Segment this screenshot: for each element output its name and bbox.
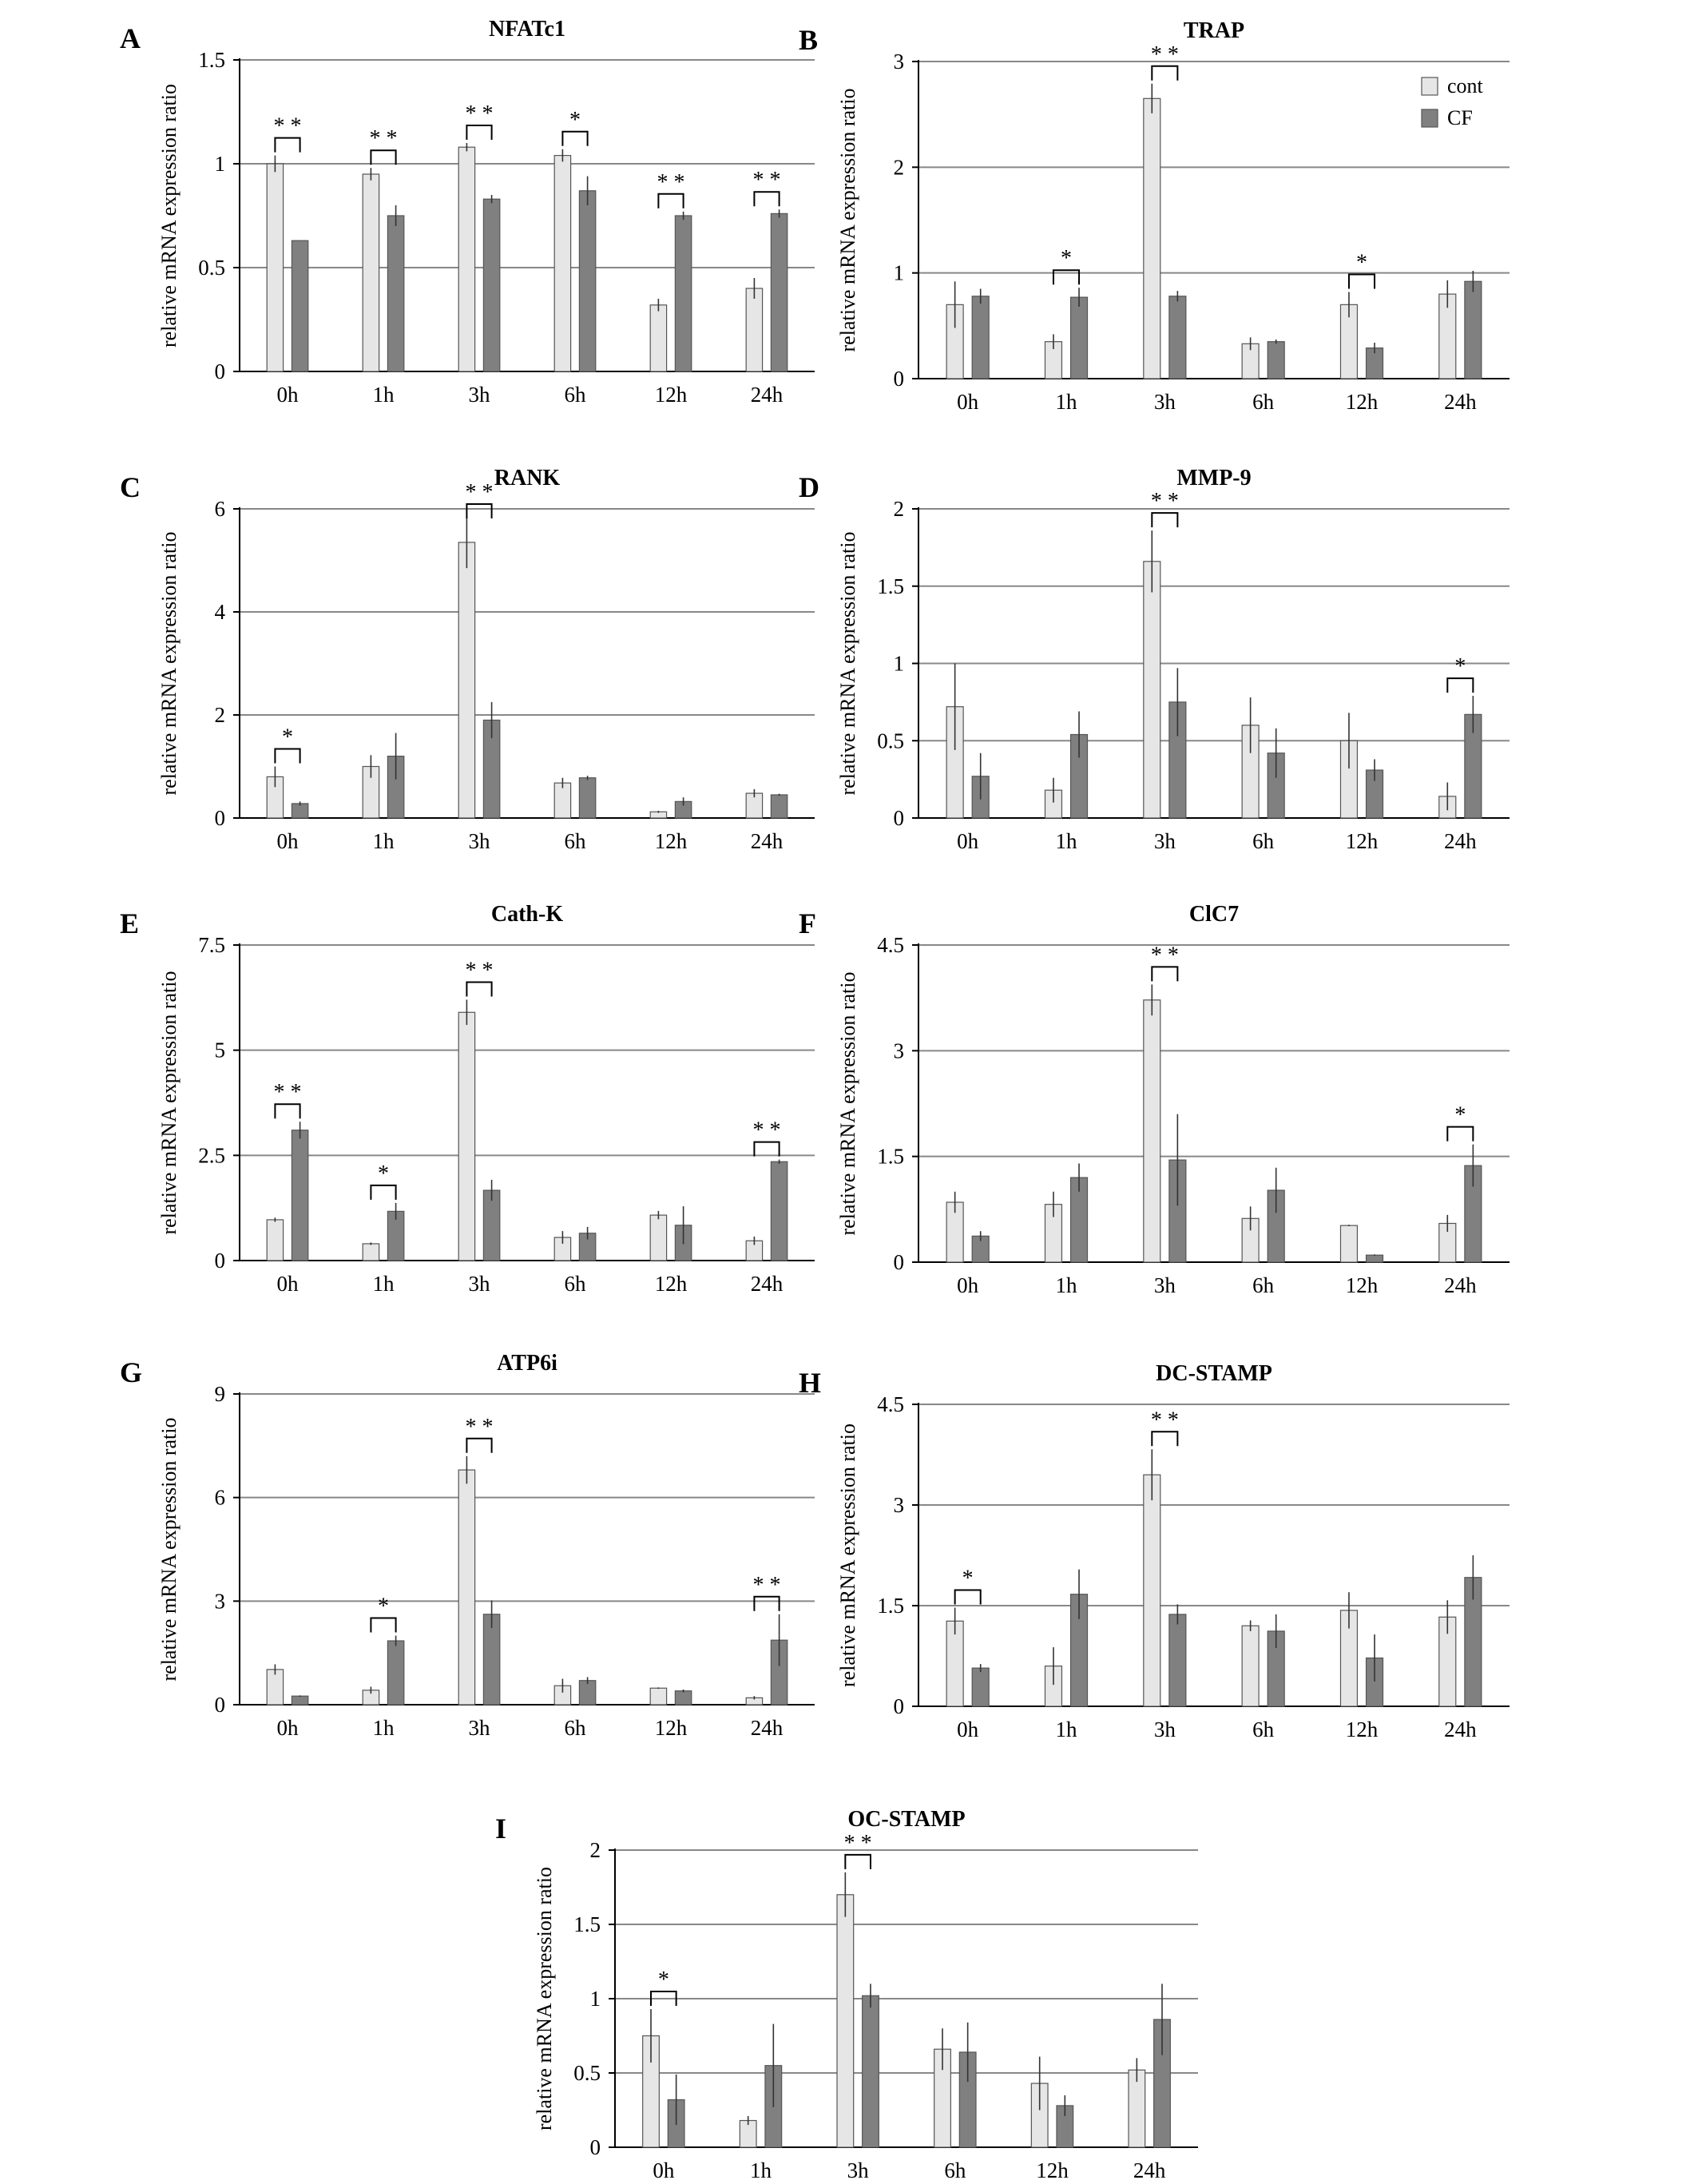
chart-title: MMP-9 <box>1176 466 1252 490</box>
bar-cont <box>1144 98 1160 379</box>
x-tick-label: 12h <box>654 383 688 407</box>
significance-label: * <box>378 1594 389 1619</box>
y-tick-label: 0.5 <box>198 256 225 280</box>
x-tick-label: 12h <box>1345 829 1379 853</box>
significance-bracket <box>1349 274 1375 288</box>
bar-cf <box>579 778 595 818</box>
x-tick-label: 3h <box>468 1716 490 1740</box>
x-tick-label: 12h <box>1345 1273 1379 1297</box>
x-tick-label: 12h <box>1036 2158 1069 2182</box>
chart-title: Cath-K <box>490 902 564 927</box>
bar-cont <box>1144 562 1160 818</box>
significance-bracket <box>1152 1432 1177 1446</box>
significance-bracket <box>1152 513 1177 527</box>
bar-cf <box>579 1681 595 1705</box>
significance-label: * * <box>369 126 398 152</box>
bar-cf <box>1071 297 1088 379</box>
bar-cont <box>267 1670 283 1705</box>
significance-label: * <box>1356 250 1367 276</box>
y-tick-label: 6 <box>214 497 225 521</box>
y-tick-label: 1.5 <box>877 1144 904 1169</box>
x-tick-label: 1h <box>750 2158 772 2182</box>
y-tick-label: 3 <box>893 50 904 73</box>
significance-bracket <box>658 194 683 208</box>
bar-cf <box>387 1641 403 1705</box>
y-tick-label: 0 <box>893 1694 904 1718</box>
panel-c <box>120 466 815 853</box>
bar-cf <box>1169 296 1186 379</box>
x-tick-label: 1h <box>372 829 395 853</box>
significance-bracket <box>371 1618 395 1633</box>
panel-i <box>495 1807 1198 2182</box>
significance-label: * * <box>752 1118 781 1143</box>
x-tick-label: 24h <box>750 829 784 853</box>
y-axis-label: relative mRNA expression ratio <box>836 531 859 796</box>
y-tick-label: 1 <box>589 1987 601 2011</box>
chart-title: NFATc1 <box>489 17 565 42</box>
bar-cf <box>483 199 499 371</box>
chart-title: RANK <box>494 466 561 490</box>
significance-label: * * <box>843 1830 872 1856</box>
significance-label: * <box>378 1161 389 1186</box>
x-tick-label: 6h <box>944 2158 966 2182</box>
y-axis-label: relative mRNA expression ratio <box>157 531 181 796</box>
significance-label: * * <box>1150 943 1179 968</box>
x-tick-label: 0h <box>276 383 299 407</box>
y-tick-label: 1 <box>893 651 904 676</box>
bar-cf <box>972 1668 989 1706</box>
x-tick-label: 12h <box>1345 1717 1379 1741</box>
panel-letter: C <box>120 471 141 503</box>
x-tick-label: 6h <box>564 1272 586 1296</box>
panel-letter: D <box>799 471 819 503</box>
x-tick-label: 24h <box>1444 1273 1477 1297</box>
bar-cf <box>1367 1255 1383 1262</box>
x-tick-label: 0h <box>957 390 979 414</box>
y-tick-label: 4.5 <box>877 1392 904 1416</box>
bar-cont <box>554 156 570 371</box>
x-tick-label: 3h <box>468 1272 490 1296</box>
x-tick-label: 1h <box>372 1272 395 1296</box>
y-tick-label: 5 <box>214 1038 225 1062</box>
x-tick-label: 24h <box>1444 1717 1477 1741</box>
chart-title: ATP6i <box>497 1351 557 1376</box>
bar-cf <box>771 1161 787 1261</box>
panel-letter: A <box>120 22 141 54</box>
significance-bracket <box>371 150 395 165</box>
bar-cf <box>292 1696 307 1705</box>
x-tick-label: 1h <box>1055 1273 1077 1297</box>
significance-label: * <box>657 1968 669 1993</box>
chart-title: ClC7 <box>1188 902 1240 927</box>
significance-label: * * <box>273 1080 302 1106</box>
panel-a <box>120 17 815 407</box>
y-tick-label: 2 <box>214 703 225 727</box>
x-tick-label: 12h <box>654 829 688 853</box>
significance-label: * <box>1061 246 1072 272</box>
bar-cont <box>267 164 283 371</box>
x-tick-label: 1h <box>372 383 395 407</box>
bar-cont <box>458 1012 474 1261</box>
significance-label: * <box>1454 654 1466 680</box>
y-tick-label: 2 <box>893 497 904 521</box>
y-tick-label: 6 <box>214 1485 225 1510</box>
bar-cf <box>675 1691 691 1705</box>
y-tick-label: 9 <box>214 1382 225 1406</box>
significance-bracket <box>754 192 779 206</box>
bar-cf <box>292 240 307 371</box>
y-tick-label: 4 <box>214 600 225 624</box>
chart-title: DC-STAMP <box>1156 1361 1272 1386</box>
y-tick-label: 0 <box>893 806 904 830</box>
bar-cf <box>483 1190 499 1261</box>
bar-cont <box>458 147 474 371</box>
bar-cf <box>675 216 691 371</box>
y-tick-label: 2 <box>893 155 904 180</box>
bar-cont <box>1340 1225 1357 1262</box>
y-tick-label: 0 <box>214 1693 225 1717</box>
bar-cont <box>1144 1000 1160 1262</box>
significance-label: * * <box>752 1572 781 1598</box>
x-tick-label: 6h <box>564 1716 586 1740</box>
panel-letter: G <box>120 1356 143 1388</box>
y-tick-label: 0 <box>214 806 225 830</box>
bar-cont <box>1144 1475 1160 1706</box>
x-tick-label: 3h <box>847 2158 869 2182</box>
significance-bracket <box>466 982 491 996</box>
significance-label: * <box>569 107 581 133</box>
significance-bracket <box>754 1142 779 1157</box>
significance-bracket <box>1152 967 1177 981</box>
y-tick-label: 0 <box>893 367 904 391</box>
x-tick-label: 3h <box>468 383 490 407</box>
bar-cont <box>1242 1626 1259 1706</box>
panel-g <box>120 1351 815 1740</box>
significance-bracket <box>955 1590 981 1605</box>
x-tick-label: 0h <box>276 1272 299 1296</box>
bar-cont <box>554 783 570 818</box>
y-tick-label: 1.5 <box>877 574 904 598</box>
x-tick-label: 6h <box>1252 1273 1275 1297</box>
x-tick-label: 0h <box>276 1716 299 1740</box>
y-tick-label: 0 <box>214 1249 225 1273</box>
x-tick-label: 1h <box>372 1716 395 1740</box>
x-tick-label: 6h <box>564 383 586 407</box>
significance-bracket <box>275 1104 300 1118</box>
significance-label: * * <box>465 1414 494 1439</box>
significance-label: * * <box>752 168 781 193</box>
y-tick-label: 1.5 <box>573 1912 601 1936</box>
panel-b <box>799 18 1510 414</box>
x-tick-label: 1h <box>1055 1717 1077 1741</box>
significance-bracket <box>845 1855 871 1869</box>
bar-cf <box>387 216 403 371</box>
significance-label: * * <box>657 169 685 195</box>
y-tick-label: 3 <box>214 1589 225 1614</box>
significance-label: * * <box>465 101 494 126</box>
y-tick-label: 7.5 <box>198 933 225 957</box>
significance-label: * <box>962 1566 974 1591</box>
x-tick-label: 3h <box>468 829 490 853</box>
bar-cont <box>746 288 762 371</box>
y-axis-label: relative mRNA expression ratio <box>157 84 181 347</box>
y-axis-label: relative mRNA expression ratio <box>157 971 181 1235</box>
bar-cont <box>650 305 666 371</box>
bar-cont <box>458 542 474 818</box>
significance-label: * <box>282 725 293 750</box>
x-tick-label: 6h <box>1252 390 1275 414</box>
bar-cf <box>1268 342 1284 379</box>
x-tick-label: 0h <box>957 829 979 853</box>
significance-label: * * <box>273 113 302 139</box>
x-tick-label: 3h <box>1153 1717 1176 1741</box>
y-tick-label: 0 <box>893 1250 904 1274</box>
significance-bracket <box>1152 66 1177 81</box>
x-tick-label: 6h <box>564 829 586 853</box>
x-tick-label: 24h <box>1444 829 1477 853</box>
significance-label: * * <box>1150 42 1179 67</box>
y-tick-label: 0.5 <box>573 2061 601 2085</box>
y-axis-label: relative mRNA expression ratio <box>836 1424 859 1687</box>
bar-cont <box>458 1470 474 1705</box>
panel-letter: E <box>120 907 140 939</box>
panel-letter: I <box>495 1813 507 1844</box>
panel-letter: H <box>799 1367 822 1399</box>
bar-cont <box>650 1215 666 1261</box>
significance-bracket <box>562 132 587 146</box>
significance-bracket <box>754 1597 779 1611</box>
panel-f <box>799 902 1510 1297</box>
bar-cf <box>292 1130 307 1261</box>
legend-label: CF <box>1447 106 1473 129</box>
bar-cf <box>972 296 989 379</box>
significance-bracket <box>466 504 491 518</box>
x-tick-label: 1h <box>1055 829 1077 853</box>
x-tick-label: 3h <box>1153 829 1176 853</box>
x-tick-label: 0h <box>276 829 299 853</box>
y-tick-label: 1.5 <box>877 1594 904 1618</box>
significance-label: * * <box>465 480 494 505</box>
legend-label: cont <box>1447 74 1483 97</box>
x-tick-label: 0h <box>957 1273 979 1297</box>
significance-bracket <box>466 125 491 140</box>
panel-letter: B <box>799 24 819 56</box>
x-tick-label: 0h <box>653 2158 675 2182</box>
significance-bracket <box>1447 678 1473 693</box>
bar-cf <box>1169 1614 1186 1706</box>
x-tick-label: 12h <box>654 1272 688 1296</box>
significance-bracket <box>275 138 300 153</box>
x-tick-label: 1h <box>1055 390 1077 414</box>
y-axis-label: relative mRNA expression ratio <box>836 971 859 1236</box>
significance-label: * * <box>1150 489 1179 514</box>
legend-swatch <box>1422 109 1438 127</box>
y-tick-label: 1 <box>893 260 904 285</box>
bar-cont <box>267 1220 283 1261</box>
x-tick-label: 24h <box>1444 390 1477 414</box>
y-axis-label: relative mRNA expression ratio <box>157 1417 181 1682</box>
significance-label: * * <box>465 958 494 983</box>
y-tick-label: 2 <box>589 1838 601 1862</box>
x-tick-label: 24h <box>750 1716 784 1740</box>
bar-cf <box>863 1995 879 2147</box>
y-tick-label: 2.5 <box>198 1143 225 1168</box>
y-tick-label: 0.5 <box>877 729 904 753</box>
x-tick-label: 12h <box>654 1716 688 1740</box>
y-tick-label: 0 <box>214 359 225 383</box>
bar-cf <box>771 213 787 371</box>
y-tick-label: 3 <box>893 1038 904 1063</box>
x-tick-label: 24h <box>750 383 784 407</box>
x-tick-label: 12h <box>1345 390 1379 414</box>
legend-swatch <box>1422 77 1438 95</box>
panel-e <box>120 902 815 1296</box>
bar-cf <box>771 795 787 818</box>
x-tick-label: 3h <box>1153 1273 1176 1297</box>
significance-bracket <box>1447 1127 1473 1142</box>
panel-h <box>799 1361 1510 1741</box>
y-tick-label: 1 <box>214 152 225 176</box>
chart-title: TRAP <box>1183 18 1245 43</box>
significance-label: * <box>1454 1102 1466 1128</box>
bar-cf <box>292 804 307 818</box>
bar-cont <box>650 1688 666 1705</box>
bar-cont <box>363 174 379 371</box>
significance-label: * * <box>1150 1408 1179 1433</box>
x-tick-label: 6h <box>1252 829 1275 853</box>
bar-cont <box>837 1895 854 2147</box>
significance-bracket <box>466 1439 491 1453</box>
chart-title: OC-STAMP <box>847 1807 966 1832</box>
y-axis-label: relative mRNA expression ratio <box>533 1867 556 2130</box>
y-tick-label: 0 <box>589 2135 601 2159</box>
bar-cf <box>579 191 595 371</box>
panel-d <box>799 466 1510 853</box>
y-axis-label: relative mRNA expression ratio <box>836 88 859 352</box>
x-tick-label: 6h <box>1252 1717 1275 1741</box>
y-tick-label: 1.5 <box>198 48 225 72</box>
y-tick-label: 4.5 <box>877 933 904 957</box>
x-tick-label: 24h <box>750 1272 784 1296</box>
x-tick-label: 3h <box>1153 390 1176 414</box>
significance-bracket <box>371 1185 395 1200</box>
bar-cont <box>363 1244 379 1261</box>
panel-letter: F <box>799 907 816 939</box>
x-tick-label: 24h <box>1133 2158 1166 2182</box>
x-tick-label: 0h <box>957 1717 979 1741</box>
significance-bracket <box>275 749 300 764</box>
bar-cf <box>1465 281 1482 379</box>
y-tick-label: 3 <box>893 1493 904 1517</box>
